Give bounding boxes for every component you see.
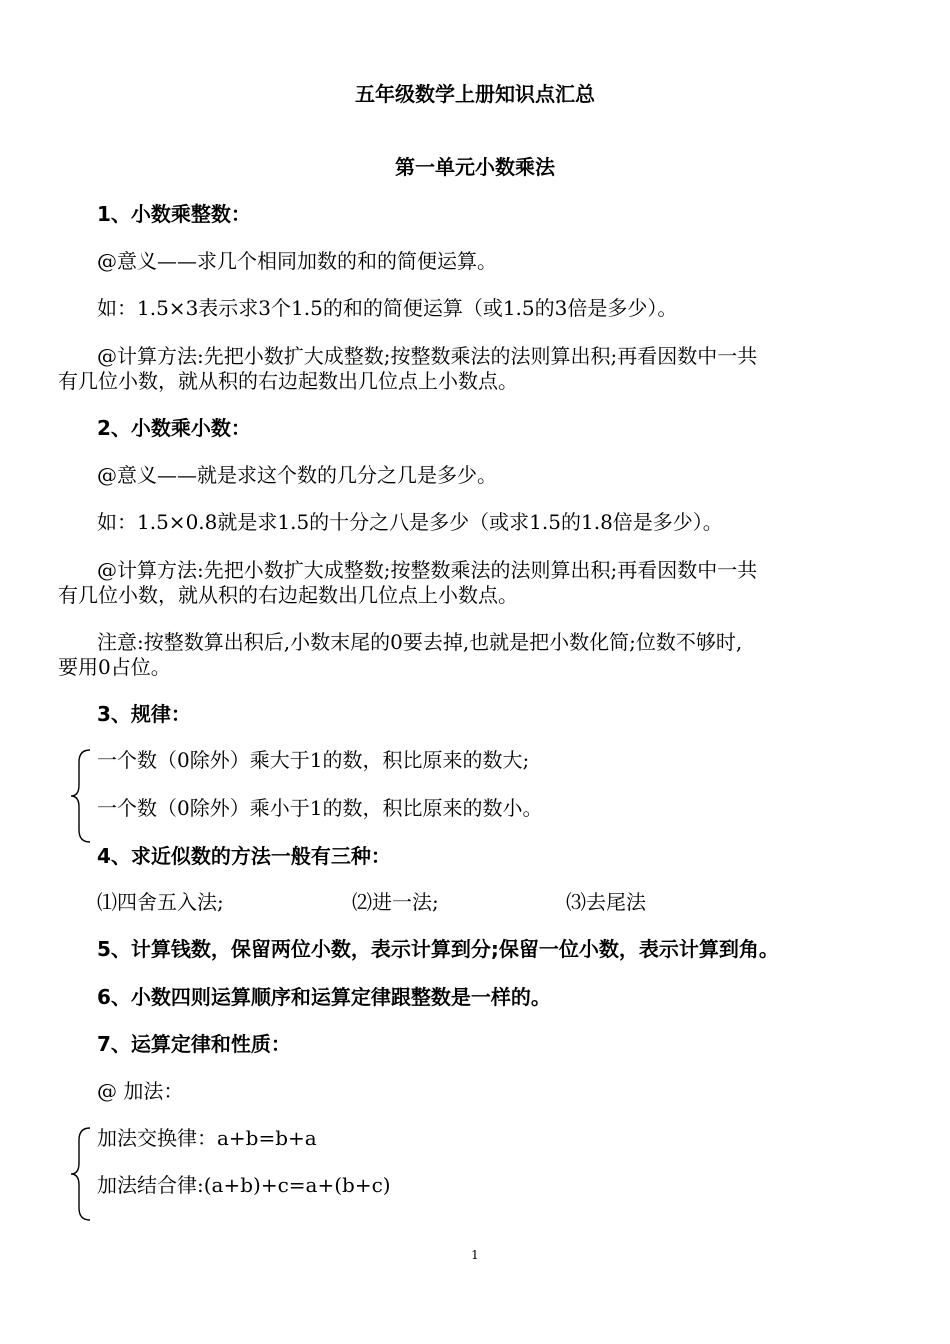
section-5-text: 5、计算钱数，保留两位小数，表示计算到分;保留一位小数，表示计算到角。	[97, 937, 779, 961]
truncate-method-item: ⑶去尾法	[566, 890, 646, 914]
rule-greater-than-one: 一个数（0除外）乘大于1的数，积比原来的数大;	[97, 748, 530, 772]
section-1-method-line2: 有几位小数，就从积的右边起数出几位点上小数点。	[58, 369, 518, 393]
section-1-example: 如：1.5×3表示求3个1.5的和的简便运算（或1.5的3倍是多少）。	[97, 296, 678, 320]
section-2-note-line2: 要用0占位。	[58, 655, 171, 679]
section-3-heading: 3、规律：	[97, 702, 191, 726]
section-1-method-line1: @计算方法:先把小数扩大成整数;按整数乘法的法则算出积;再看因数中一共	[97, 344, 758, 368]
section-2-method-line1: @计算方法:先把小数扩大成整数;按整数乘法的法则算出积;再看因数中一共	[97, 558, 758, 582]
section-2-example: 如：1.5×0.8就是求1.5的十分之八是多少（或求1.5的1.8倍是多少）。	[97, 510, 723, 534]
rounding-method-item: ⑴四舍五入法;	[97, 890, 224, 914]
section-2-heading: 2、小数乘小数：	[97, 416, 251, 440]
section-1-heading: 1、小数乘整数：	[97, 202, 251, 226]
section-2-note-line1: 注意:按整数算出积后,小数末尾的0要去掉,也就是把小数化简;位数不够时,	[97, 630, 743, 654]
rule-less-than-one: 一个数（0除外）乘小于1的数，积比原来的数小。	[97, 796, 543, 820]
round-up-method-item: ⑵进一法;	[352, 890, 439, 914]
section-2-method-line2: 有几位小数，就从积的右边起数出几位点上小数点。	[58, 583, 518, 607]
section-2-meaning: @意义——就是求这个数的几分之几是多少。	[97, 463, 497, 487]
section-4-heading: 4、求近似数的方法一般有三种：	[97, 844, 391, 868]
commutative-law: 加法交换律：a+b=b+a	[97, 1126, 317, 1150]
section-7-heading: 7、运算定律和性质：	[97, 1032, 291, 1056]
addition-label: @ 加法：	[97, 1079, 184, 1103]
page-title: 五年级数学上册知识点汇总	[355, 82, 595, 106]
page-number: 1	[471, 1248, 479, 1262]
section-1-meaning: @意义——求几个相同加数的和的简便运算。	[97, 249, 497, 273]
unit-title: 第一单元小数乘法	[395, 155, 555, 179]
section-6-text: 6、小数四则运算顺序和运算定律跟整数是一样的。	[97, 985, 551, 1009]
associative-law: 加法结合律:(a+b)+c=a+(b+c)	[97, 1173, 391, 1197]
